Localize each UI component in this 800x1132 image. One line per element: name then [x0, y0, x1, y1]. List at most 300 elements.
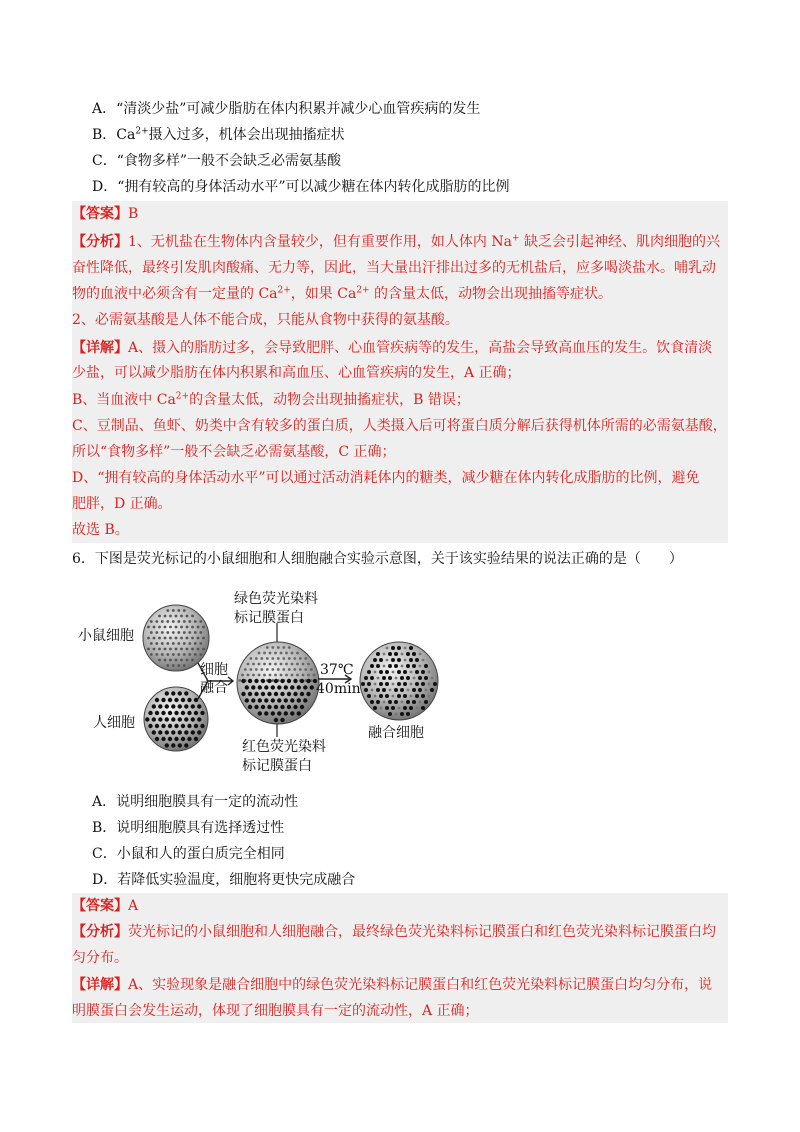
green-label-line2: 标记膜蛋白 [234, 610, 304, 626]
membrane-protein-dot [285, 674, 288, 677]
q5-option-b-suffix: 摄入过多，机体会出现抽搐症状 [148, 127, 345, 143]
membrane-protein-dot [288, 646, 291, 649]
membrane-protein-dot [241, 679, 245, 683]
membrane-protein-dot [199, 620, 202, 623]
membrane-protein-dot [165, 691, 169, 695]
membrane-protein-dot [287, 692, 291, 696]
membrane-protein-dot [303, 698, 307, 702]
membrane-protein-dot [274, 705, 278, 709]
q5-detail-line4: C、豆制品、鱼虾、奶类中含有较多的蛋白质，人类摄入后可将蛋白质分解后获得机体所需的必需氨基酸， [72, 418, 727, 434]
membrane-protein-dot [388, 700, 392, 704]
membrane-protein-dot [406, 700, 410, 704]
membrane-protein-dot [175, 615, 178, 618]
membrane-protein-dot [199, 653, 202, 656]
membrane-protein-dot [164, 637, 167, 640]
membrane-protein-dot [187, 737, 191, 741]
membrane-protein-dot [171, 704, 175, 708]
q6-detail-line1 [72, 975, 712, 995]
membrane-protein-dot [155, 631, 158, 634]
q5-detail-line7: 肥胖，D 正确。 [72, 496, 172, 512]
membrane-protein-dot [297, 698, 301, 702]
membrane-protein-dot [385, 694, 389, 698]
membrane-protein-dot [300, 705, 304, 709]
membrane-protein-dot [166, 609, 169, 612]
membrane-protein-dot [280, 679, 284, 683]
membrane-protein-dot [264, 685, 268, 689]
membrane-protein-dot [388, 652, 392, 656]
membrane-protein-dot [258, 698, 262, 702]
membrane-protein-dot [161, 642, 164, 645]
membrane-protein-dot [412, 664, 416, 668]
membrane-protein-dot [428, 683, 431, 686]
membrane-protein-dot [266, 668, 269, 671]
membrane-protein-dot [394, 652, 398, 656]
membrane-protein-dot [385, 706, 389, 710]
membrane-protein-dot [376, 652, 380, 656]
membrane-protein-dot [288, 668, 291, 671]
membrane-protein-dot [248, 692, 252, 696]
membrane-protein-dot [263, 652, 266, 655]
membrane-protein-dot [181, 724, 185, 728]
membrane-protein-dot [277, 711, 281, 715]
membrane-protein-dot [152, 717, 156, 721]
membrane-protein-dot [199, 631, 202, 634]
membrane-protein-dot [395, 713, 398, 716]
membrane-protein-dot [168, 698, 172, 702]
membrane-protein-dot [244, 668, 247, 671]
human-cell-label: 人细胞 [93, 715, 135, 731]
membrane-protein-dot [166, 631, 169, 634]
membrane-protein-dot [183, 642, 186, 645]
answer-value: A [128, 898, 139, 914]
q5-detail-line6: D、“拥有较高的身体活动水平”可以通过活动消耗体内的糖类，减少糖在体内转化成脂肪的比例，避免 [72, 470, 700, 486]
membrane-protein-dot [394, 700, 398, 704]
membrane-protein-dot [252, 674, 255, 677]
membrane-protein-dot [388, 664, 392, 668]
membrane-protein-dot [285, 663, 288, 666]
membrane-protein-dot [379, 694, 383, 698]
fused-cell-label: 融合细胞 [368, 725, 424, 741]
membrane-protein-dot [148, 724, 152, 728]
membrane-protein-dot [271, 685, 275, 689]
membrane-protein-dot [382, 688, 386, 692]
membrane-protein-dot [164, 659, 167, 662]
membrane-protein-dot [398, 707, 401, 710]
membrane-protein-dot [183, 620, 186, 623]
membrane-protein-dot [181, 737, 185, 741]
membrane-protein-dot [306, 679, 310, 683]
membrane-protein-dot [277, 668, 280, 671]
red-label-line1: 红色荧光染料 [242, 739, 326, 755]
membrane-protein-dot [304, 657, 307, 660]
membrane-protein-dot [178, 704, 182, 708]
membrane-protein-dot [194, 620, 197, 623]
membrane-protein-dot [261, 679, 265, 683]
membrane-protein-dot [271, 679, 274, 682]
membrane-protein-dot [376, 688, 380, 692]
membrane-protein-dot [241, 674, 244, 677]
membrane-protein-dot [293, 679, 297, 683]
membrane-protein-dot [249, 668, 252, 671]
membrane-protein-dot [161, 737, 165, 741]
membrane-protein-dot [158, 659, 161, 662]
membrane-protein-dot [364, 688, 368, 692]
membrane-protein-dot [373, 706, 377, 710]
membrane-protein-dot [165, 704, 169, 708]
membrane-protein-dot [200, 711, 204, 715]
membrane-protein-dot [391, 646, 395, 650]
membrane-protein-dot [194, 724, 198, 728]
membrane-protein-dot [258, 685, 262, 689]
membrane-protein-dot [267, 692, 271, 696]
membrane-protein-dot [184, 691, 188, 695]
q6-stem: 6．下图是荧光标记的小鼠细胞和人细胞融合实验示意图，关于该实验结果的说法正确的是（ ） [72, 551, 683, 567]
membrane-protein-dot [183, 609, 186, 612]
membrane-protein-dot [161, 631, 164, 634]
membrane-protein-dot [191, 648, 194, 651]
membrane-protein-dot [379, 658, 383, 662]
membrane-protein-dot [194, 642, 197, 645]
membrane-protein-dot [383, 701, 386, 704]
membrane-protein-dot [254, 705, 258, 709]
q5-option-b-prefix: B．Ca [92, 127, 136, 143]
membrane-protein-dot [376, 664, 380, 668]
intermediate-cell [237, 642, 319, 724]
q5-detail-text-3a: B、当血液中 Ca [72, 392, 176, 408]
membrane-protein-dot [186, 659, 189, 662]
membrane-protein-dot [248, 705, 252, 709]
red-label-line2: 标记膜蛋白 [242, 758, 312, 774]
membrane-protein-dot [152, 704, 156, 708]
membrane-protein-dot [419, 665, 422, 668]
q5-analysis-line1 [72, 232, 720, 252]
membrane-protein-dot [177, 620, 180, 623]
membrane-protein-dot [310, 685, 314, 689]
mouse-cell-label: 小鼠细胞 [78, 628, 134, 644]
membrane-protein-dot [263, 674, 266, 677]
membrane-protein-dot [400, 712, 404, 716]
q6-analysis-line2: 匀分布。 [72, 950, 128, 966]
membrane-protein-dot [248, 679, 252, 683]
membrane-protein-dot [177, 631, 180, 634]
membrane-protein-dot [400, 688, 404, 692]
q6-analysis-line1 [72, 922, 716, 942]
membrane-protein-dot [191, 637, 194, 640]
membrane-protein-dot [404, 659, 407, 662]
membrane-protein-dot [155, 620, 158, 623]
membrane-protein-dot [150, 631, 153, 634]
membrane-protein-dot [415, 682, 419, 686]
membrane-protein-dot [271, 657, 274, 660]
membrane-protein-dot [174, 724, 178, 728]
membrane-protein-dot [291, 674, 294, 677]
membrane-protein-dot [150, 642, 153, 645]
membrane-protein-dot [431, 677, 434, 680]
analysis-tag: 【分析】 [72, 924, 128, 940]
membrane-protein-dot [187, 698, 191, 702]
membrane-protein-dot [152, 730, 156, 734]
membrane-protein-dot [386, 659, 389, 662]
q5-analysis-line4: 2、必需氨基酸是人体不能合成，只能从食物中获得的氨基酸。 [72, 312, 459, 328]
q6-option-d: D．若降低实验温度，细胞将更快完成融合 [92, 872, 356, 888]
membrane-protein-dot [401, 653, 404, 656]
membrane-protein-dot [282, 657, 285, 660]
membrane-protein-dot [274, 692, 278, 696]
membrane-protein-dot [282, 646, 285, 649]
membrane-protein-dot [300, 692, 304, 696]
membrane-protein-dot [266, 646, 269, 649]
membrane-protein-dot [177, 653, 180, 656]
membrane-protein-dot [406, 676, 410, 680]
q5-analysis-sup-1: + [511, 233, 520, 244]
fused-cell [360, 642, 438, 720]
membrane-protein-dot [238, 679, 241, 682]
membrane-protein-dot [271, 711, 275, 715]
membrane-protein-dot [169, 648, 172, 651]
membrane-protein-dot [168, 737, 172, 741]
membrane-protein-dot [284, 698, 288, 702]
membrane-protein-dot [409, 706, 413, 710]
membrane-protein-dot [172, 664, 175, 667]
q6-answer [72, 896, 138, 916]
q5-detail-line2: 少盐，可以减少脂肪在体内积累和高血压、心血管疾病的发生，A 正确； [72, 365, 521, 381]
membrane-protein-dot [180, 637, 183, 640]
membrane-protein-dot [252, 663, 255, 666]
membrane-protein-dot [391, 658, 395, 662]
membrane-protein-dot [274, 652, 277, 655]
membrane-protein-dot [421, 694, 425, 698]
membrane-protein-dot [191, 659, 194, 662]
membrane-protein-dot [419, 701, 422, 704]
membrane-protein-dot [419, 653, 422, 656]
membrane-protein-dot [412, 652, 416, 656]
membrane-protein-dot [172, 620, 175, 623]
membrane-protein-dot [391, 706, 395, 710]
q5-analysis-line2: 奋性降低，最终引发肌肉酸痛、无力等，因此，当大量出汗排出过多的无机盐后，应多喝淡盐水。哺乳动 [72, 260, 716, 276]
membrane-protein-dot [186, 648, 189, 651]
answer-tag: 【答案】 [72, 898, 128, 914]
membrane-protein-dot [241, 692, 245, 696]
membrane-protein-dot [194, 631, 197, 634]
membrane-protein-dot [285, 652, 288, 655]
membrane-protein-dot [186, 615, 189, 618]
membrane-protein-dot [172, 653, 175, 656]
membrane-protein-dot [397, 646, 401, 650]
membrane-protein-dot [400, 676, 404, 680]
membrane-protein-dot [172, 631, 175, 634]
membrane-protein-dot [169, 626, 172, 629]
membrane-protein-dot [370, 676, 374, 680]
membrane-protein-dot [397, 670, 401, 674]
membrane-protein-dot [199, 642, 202, 645]
q5-option-b-sup: 2+ [135, 126, 149, 137]
membrane-protein-dot [406, 652, 410, 656]
membrane-protein-dot [258, 663, 261, 666]
membrane-protein-dot [303, 685, 307, 689]
membrane-protein-dot [184, 730, 188, 734]
membrane-protein-dot [264, 698, 268, 702]
membrane-protein-dot [168, 724, 172, 728]
membrane-protein-dot [280, 652, 283, 655]
q5-analysis-line3 [72, 284, 612, 304]
membrane-protein-dot [376, 700, 380, 704]
membrane-protein-dot [254, 679, 258, 683]
membrane-protein-dot [178, 730, 182, 734]
membrane-protein-dot [424, 700, 428, 704]
membrane-protein-dot [200, 724, 204, 728]
membrane-protein-dot [367, 670, 371, 674]
membrane-protein-dot [183, 631, 186, 634]
membrane-protein-dot [174, 698, 178, 702]
membrane-protein-dot [425, 689, 428, 692]
membrane-protein-dot [164, 626, 167, 629]
membrane-protein-dot [197, 730, 201, 734]
membrane-protein-dot [296, 663, 299, 666]
membrane-protein-dot [274, 674, 277, 677]
membrane-protein-dot [293, 668, 296, 671]
fusion-label-line2: 融合 [200, 680, 228, 696]
membrane-protein-dot [175, 637, 178, 640]
membrane-protein-dot [247, 674, 250, 677]
q5-detail-line3 [72, 390, 470, 410]
membrane-protein-dot [263, 663, 266, 666]
membrane-protein-dot [280, 674, 283, 677]
membrane-protein-dot [409, 646, 413, 650]
membrane-protein-dot [367, 682, 371, 686]
membrane-protein-dot [148, 711, 152, 715]
q5-detail-line5: 所以“食物多样”一般不会缺乏必需氨基酸，C 正确； [72, 444, 396, 460]
membrane-protein-dot [186, 626, 189, 629]
membrane-protein-dot [271, 698, 275, 702]
membrane-protein-dot [161, 711, 165, 715]
membrane-protein-dot [302, 674, 305, 677]
membrane-protein-dot [251, 685, 255, 689]
membrane-protein-dot [421, 670, 425, 674]
membrane-protein-dot [385, 682, 389, 686]
membrane-protein-dot [313, 674, 316, 677]
membrane-protein-dot [290, 711, 294, 715]
membrane-protein-dot [202, 637, 205, 640]
membrane-protein-dot [165, 743, 169, 747]
membrane-protein-dot [413, 677, 416, 680]
membrane-protein-dot [374, 683, 377, 686]
green-label-line1: 绿色荧光染料 [234, 591, 318, 607]
membrane-protein-dot [389, 689, 392, 692]
membrane-protein-dot [421, 706, 425, 710]
membrane-protein-dot [255, 657, 258, 660]
membrane-protein-dot [415, 658, 419, 662]
membrane-protein-dot [175, 626, 178, 629]
membrane-protein-dot [307, 674, 310, 677]
membrane-protein-dot [422, 659, 425, 662]
membrane-protein-dot [297, 685, 301, 689]
membrane-protein-dot [299, 657, 302, 660]
membrane-protein-dot [166, 620, 169, 623]
membrane-protein-dot [269, 674, 272, 677]
membrane-protein-dot [280, 692, 284, 696]
q6-option-a: A．说明细胞膜具有一定的流动性 [92, 794, 299, 810]
membrane-protein-dot [177, 664, 180, 667]
membrane-protein-dot [178, 691, 182, 695]
q5-analysis-text-3a: 物的血液中必须含有一定量的 Ca [72, 286, 278, 302]
membrane-protein-dot [293, 705, 297, 709]
fusion-label-line1: 细胞 [200, 662, 228, 678]
membrane-protein-dot [158, 704, 162, 708]
q5-analysis-text-1a: 1、无机盐在生物体内含量较少，但有重要作用，如人体内 Na [128, 234, 512, 250]
membrane-protein-dot [184, 743, 188, 747]
membrane-protein-dot [274, 679, 278, 683]
membrane-protein-dot [383, 653, 386, 656]
membrane-protein-dot [254, 692, 258, 696]
membrane-protein-dot [150, 653, 153, 656]
membrane-protein-dot [280, 663, 283, 666]
membrane-protein-dot [307, 663, 310, 666]
membrane-protein-dot [392, 695, 395, 698]
membrane-protein-dot [293, 692, 297, 696]
membrane-protein-dot [158, 637, 161, 640]
membrane-protein-dot [174, 711, 178, 715]
membrane-protein-dot [397, 694, 401, 698]
membrane-protein-dot [269, 652, 272, 655]
membrane-protein-dot [258, 674, 261, 677]
membrane-protein-dot [415, 670, 419, 674]
answer-value: B [128, 206, 139, 222]
membrane-protein-dot [370, 700, 374, 704]
membrane-protein-dot [191, 704, 195, 708]
membrane-protein-dot [245, 685, 249, 689]
membrane-protein-dot [403, 706, 407, 710]
membrane-protein-dot [181, 711, 185, 715]
membrane-protein-dot [388, 676, 392, 680]
membrane-protein-dot [416, 707, 419, 710]
membrane-protein-dot [412, 700, 416, 704]
membrane-protein-dot [410, 695, 413, 698]
membrane-protein-dot [158, 626, 161, 629]
membrane-protein-dot [166, 664, 169, 667]
membrane-protein-dot [280, 705, 284, 709]
membrane-protein-dot [166, 653, 169, 656]
membrane-protein-dot [297, 711, 301, 715]
membrane-protein-dot [197, 648, 200, 651]
q5-analysis-text-3b: ，如果 Ca [290, 286, 357, 302]
membrane-protein-dot [158, 730, 162, 734]
q6-detail-text-1: A、实验现象是融合细胞中的绿色荧光染料标记膜蛋白和红色荧光染料标记膜蛋白均匀分布，说 [128, 977, 713, 993]
membrane-protein-dot [191, 730, 195, 734]
membrane-protein-dot [371, 689, 374, 692]
membrane-protein-dot [188, 653, 191, 656]
membrane-protein-dot [271, 646, 274, 649]
membrane-protein-dot [171, 691, 175, 695]
membrane-protein-dot [184, 717, 188, 721]
membrane-protein-dot [181, 698, 185, 702]
membrane-protein-dot [261, 692, 265, 696]
membrane-protein-dot [178, 743, 182, 747]
q5-detail-text-1: A、摄入的脂肪过多，会导致肥胖、心血管疾病等的发生，高盐会导致高血压的发生。饮食清淡 [128, 340, 713, 356]
membrane-protein-dot [266, 657, 269, 660]
membrane-protein-dot [255, 668, 258, 671]
q5-detail-line1 [72, 338, 712, 358]
membrane-protein-dot [194, 653, 197, 656]
membrane-protein-dot [403, 694, 407, 698]
detail-tag: 【详解】 [72, 340, 128, 356]
q5-option-a: A．“清淡少盐”可减少脂肪在体内积累并减少心血管疾病的发生 [92, 101, 481, 117]
membrane-protein-dot [171, 717, 175, 721]
membrane-protein-dot [291, 652, 294, 655]
membrane-protein-dot [251, 698, 255, 702]
membrane-protein-dot [280, 718, 284, 722]
membrane-protein-dot [310, 668, 313, 671]
membrane-protein-dot [180, 648, 183, 651]
